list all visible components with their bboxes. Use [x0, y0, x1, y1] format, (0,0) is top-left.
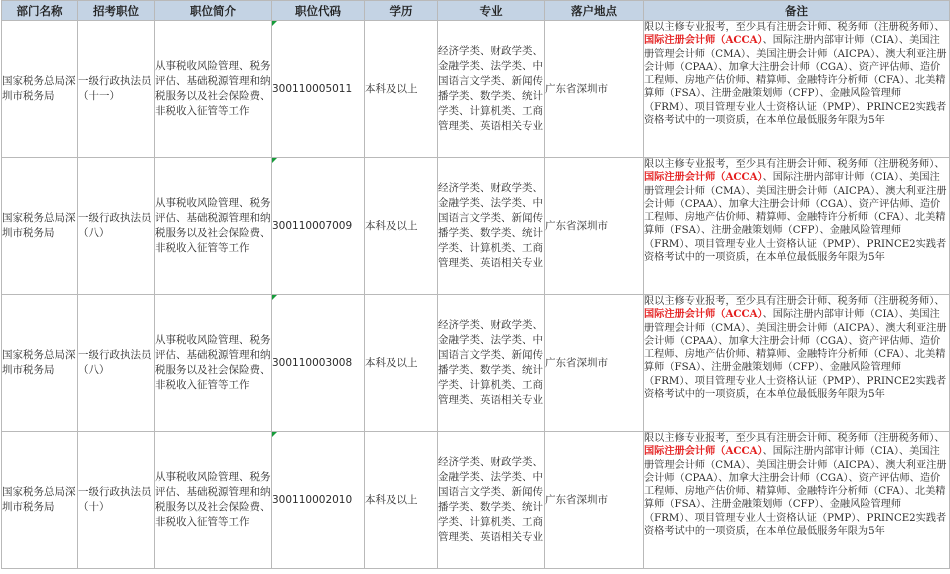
notes-highlight: 国际注册会计师（ACCA） — [644, 445, 763, 458]
table-row — [2, 432, 950, 569]
header-row — [2, 1, 950, 21]
education-cell: 本科及以上 — [365, 21, 438, 158]
description-cell: 从事税收风险管理、税务评估、基础税源管理和纳税服务以及社会保险费、非税收入征管等工作 — [155, 158, 272, 295]
code-cell[interactable]: 300110002010 — [272, 432, 365, 569]
major-cell: 经济学类、财政学类、金融学类、法学类、中国语言文学类、新闻传播学类、数学类、统计学类、计算机类、工商管理类、英语相关专业 — [438, 295, 545, 432]
header-education: 学历 — [365, 1, 438, 21]
notes-highlight: 国际注册会计师（ACCA） — [644, 171, 763, 184]
header-location: 落户地点 — [545, 1, 644, 21]
header-department: 部门名称 — [2, 1, 78, 21]
code-cell[interactable]: 300110003008 — [272, 295, 365, 432]
table-row — [2, 295, 950, 432]
notes-cell — [644, 21, 950, 158]
location-cell: 广东省深圳市 — [545, 432, 644, 569]
department-cell: 国家税务总局深圳市税务局 — [2, 158, 78, 295]
header-description: 职位简介 — [155, 1, 272, 21]
notes-text: 限以主修专业报考，至少具有注册会计师、税务师（注册税务师）、 — [644, 22, 945, 33]
notes-highlight: 国际注册会计师（ACCA） — [644, 308, 763, 321]
education-cell: 本科及以上 — [365, 158, 438, 295]
major-cell: 经济学类、财政学类、金融学类、法学类、中国语言文学类、新闻传播学类、数学类、统计学类、计算机类、工商管理类、英语相关专业 — [438, 432, 545, 569]
notes-text: 、国际注册内部审计师（CIA）、美国注册管理会计师（CMA）、美国注册会计师（AICPA）、澳大利亚注册会计师（CPAA）、加拿大注册会计师（CGA）、资产评估师、造价工程师、房地产估价师、精算师、金融特许分析师（CFA）、北美精算师（FSA）、注册金融策划师（CFP）、金融风险管理师（FRM）、项目管理专业人士资格认证（PMP）、PRINCE2实践者资格考试中的一项资质，在本单位最低服务年限为5年 — [644, 446, 947, 538]
job-table — [1, 0, 950, 569]
notes-text: 、国际注册内部审计师（CIA）、美国注册管理会计师（CMA）、美国注册会计师（AICPA）、澳大利亚注册会计师（CPAA）、加拿大注册会计师（CGA）、资产评估师、造价工程师、房地产估价师、精算师、金融特许分析师（CFA）、北美精算师（FSA）、注册金融策划师（CFP）、金融风险管理师（FRM）、项目管理专业人士资格认证（PMP）、PRINCE2实践者资格考试中的一项资质，在本单位最低服务年限为5年 — [644, 35, 947, 127]
department-cell: 国家税务总局深圳市税务局 — [2, 21, 78, 158]
code-cell[interactable]: 300110007009 — [272, 158, 365, 295]
notes-cell — [644, 295, 950, 432]
notes-highlight: 国际注册会计师（ACCA） — [644, 34, 763, 47]
major-cell: 经济学类、财政学类、金融学类、法学类、中国语言文学类、新闻传播学类、数学类、统计学类、计算机类、工商管理类、英语相关专业 — [438, 21, 545, 158]
education-cell: 本科及以上 — [365, 432, 438, 569]
notes-text: 、国际注册内部审计师（CIA）、美国注册管理会计师（CMA）、美国注册会计师（AICPA）、澳大利亚注册会计师（CPAA）、加拿大注册会计师（CGA）、资产评估师、造价工程师、房地产估价师、精算师、金融特许分析师（CFA）、北美精算师（FSA）、注册金融策划师（CFP）、金融风险管理师（FRM）、项目管理专业人士资格认证（PMP）、PRINCE2实践者资格考试中的一项资质，在本单位最低服务年限为5年 — [644, 172, 947, 264]
position-cell: 一级行政执法员（十） — [78, 432, 155, 569]
notes-text: 限以主修专业报考，至少具有注册会计师、税务师（注册税务师）、 — [644, 433, 945, 444]
notes-cell — [644, 158, 950, 295]
header-position: 招考职位 — [78, 1, 155, 21]
description-cell: 从事税收风险管理、税务评估、基础税源管理和纳税服务以及社会保险费、非税收入征管等工作 — [155, 295, 272, 432]
department-cell: 国家税务总局深圳市税务局 — [2, 432, 78, 569]
education-cell: 本科及以上 — [365, 295, 438, 432]
table-row — [2, 158, 950, 295]
department-cell: 国家税务总局深圳市税务局 — [2, 295, 78, 432]
location-cell: 广东省深圳市 — [545, 21, 644, 158]
code-cell[interactable]: 300110005011 — [272, 21, 365, 158]
position-cell: 一级行政执法员（八） — [78, 295, 155, 432]
position-cell: 一级行政执法员（八） — [78, 158, 155, 295]
header-major: 专业 — [438, 1, 545, 21]
notes-text: 限以主修专业报考，至少具有注册会计师、税务师（注册税务师）、 — [644, 296, 945, 307]
location-cell: 广东省深圳市 — [545, 295, 644, 432]
notes-text: 限以主修专业报考，至少具有注册会计师、税务师（注册税务师）、 — [644, 159, 945, 170]
header-notes: 备注 — [644, 1, 950, 21]
table-row — [2, 21, 950, 158]
description-cell: 从事税收风险管理、税务评估、基础税源管理和纳税服务以及社会保险费、非税收入征管等工作 — [155, 432, 272, 569]
notes-cell — [644, 432, 950, 569]
header-code: 职位代码 — [272, 1, 365, 21]
position-cell: 一级行政执法员（十一） — [78, 21, 155, 158]
location-cell: 广东省深圳市 — [545, 158, 644, 295]
major-cell: 经济学类、财政学类、金融学类、法学类、中国语言文学类、新闻传播学类、数学类、统计学类、计算机类、工商管理类、英语相关专业 — [438, 158, 545, 295]
notes-text: 、国际注册内部审计师（CIA）、美国注册管理会计师（CMA）、美国注册会计师（AICPA）、澳大利亚注册会计师（CPAA）、加拿大注册会计师（CGA）、资产评估师、造价工程师、房地产估价师、精算师、金融特许分析师（CFA）、北美精算师（FSA）、注册金融策划师（CFP）、金融风险管理师（FRM）、项目管理专业人士资格认证（PMP）、PRINCE2实践者资格考试中的一项资质，在本单位最低服务年限为5年 — [644, 309, 947, 401]
description-cell: 从事税收风险管理、税务评估、基础税源管理和纳税服务以及社会保险费、非税收入征管等工作 — [155, 21, 272, 158]
